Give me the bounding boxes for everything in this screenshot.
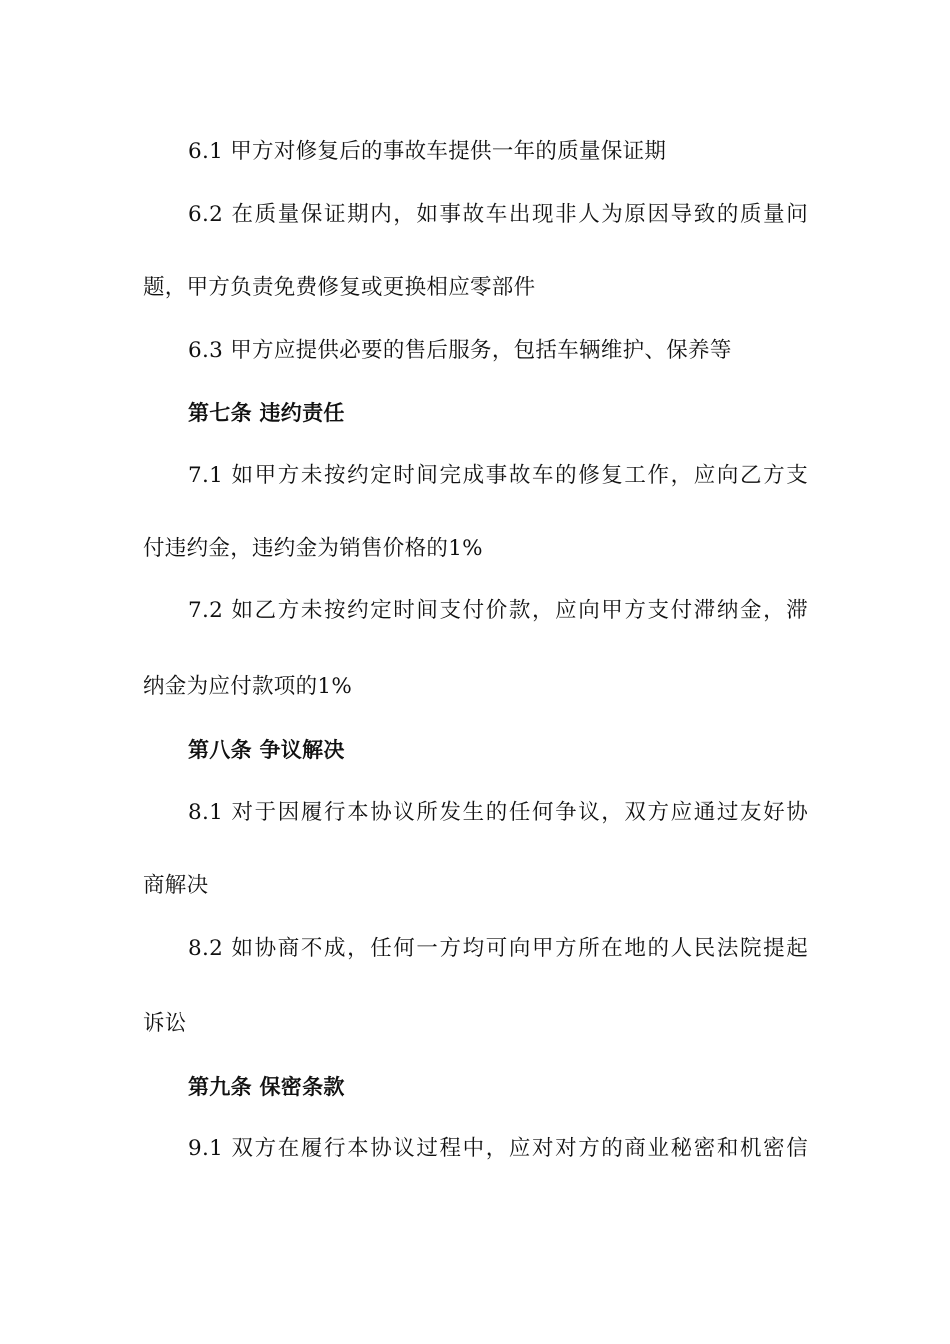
article-9-heading: 第九条 保密条款 (188, 1075, 345, 1099)
clause-6-1: 6.1 甲方对修复后的事故车提供一年的质量保证期 (188, 139, 667, 164)
clause-7-2-line-1: 7.2 如乙方未按约定时间支付价款，应向甲方支付滞纳金，滞 (188, 598, 808, 623)
clause-8-1-line-2: 商解决 (143, 873, 209, 898)
clause-6-3: 6.3 甲方应提供必要的售后服务，包括车辆维护、保养等 (188, 338, 732, 363)
clause-8-1-line-1: 8.1 对于因履行本协议所发生的任何争议，双方应通过友好协 (188, 800, 808, 825)
clause-8-2-line-1: 8.2 如协商不成，任何一方均可向甲方所在地的人民法院提起 (188, 936, 808, 961)
clause-9-1-line-1: 9.1 双方在履行本协议过程中，应对对方的商业秘密和机密信 (188, 1136, 808, 1161)
clause-7-1-line-2: 付违约金，违约金为销售价格的1% (143, 536, 483, 561)
clause-8-2-line-2: 诉讼 (143, 1011, 187, 1036)
clause-6-2-line-1: 6.2 在质量保证期内，如事故车出现非人为原因导致的质量问 (188, 202, 808, 227)
article-7-heading: 第七条 违约责任 (188, 401, 345, 425)
clause-7-2-line-2: 纳金为应付款项的1% (143, 674, 353, 699)
clause-7-1-line-1: 7.1 如甲方未按约定时间完成事故车的修复工作，应向乙方支 (188, 463, 808, 488)
clause-6-2-line-2: 题，甲方负责免费修复或更换相应零部件 (143, 275, 536, 300)
article-8-heading: 第八条 争议解决 (188, 738, 345, 762)
